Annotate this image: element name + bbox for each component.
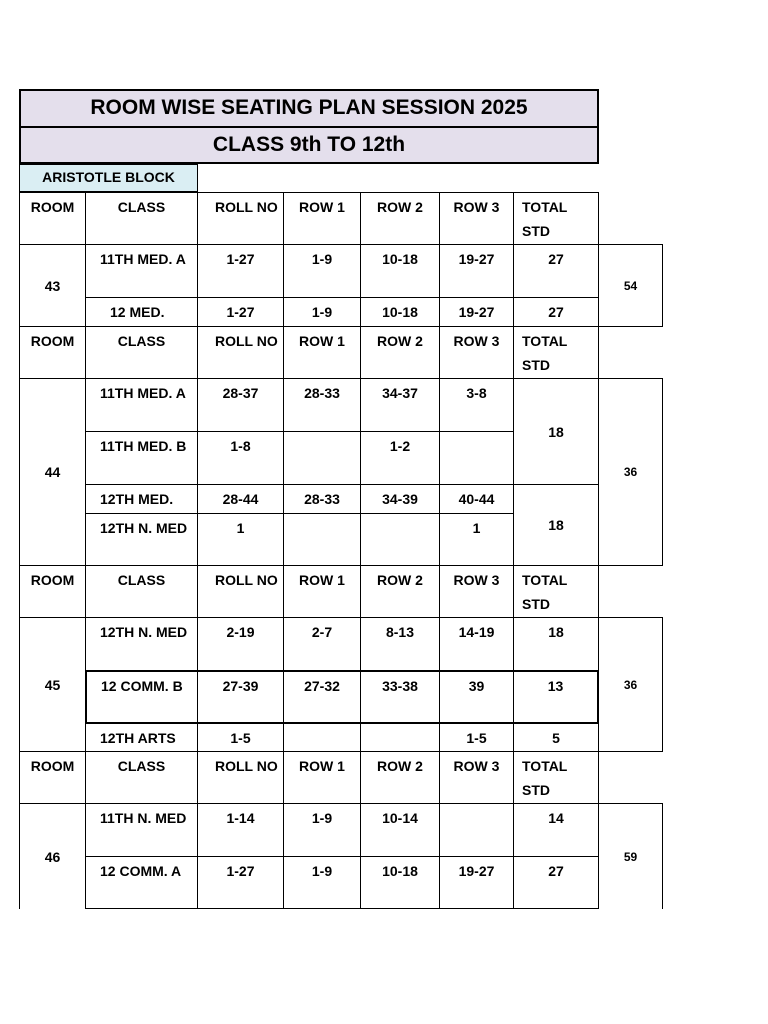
roll-cell: 1-5: [197, 723, 284, 752]
page-title: ROOM WISE SEATING PLAN SESSION 2025: [19, 89, 599, 128]
total-cell: 27: [513, 244, 599, 298]
class-cell: 11TH MED. A: [85, 378, 198, 432]
header-row1: ROW 1: [283, 565, 361, 618]
row1-cell: 1-9: [283, 244, 361, 298]
class-cell: 12 MED.: [85, 297, 198, 327]
block-label: ARISTOTLE BLOCK: [19, 164, 198, 192]
roll-cell: 1-27: [197, 856, 284, 909]
roll-cell: 28-37: [197, 378, 284, 432]
row3-cell: [439, 803, 514, 857]
row3-cell: 19-27: [439, 244, 514, 298]
header-row2: ROW 2: [360, 751, 440, 804]
header-roll-no: ROLL NO: [197, 326, 284, 379]
class-cell: 12 COMM. B: [85, 670, 198, 724]
header-total-std: TOTAL STD: [513, 565, 599, 618]
room-total: 54: [598, 244, 663, 327]
class-cell: 12 COMM. A: [85, 856, 198, 909]
row1-cell: 2-7: [283, 617, 361, 671]
header-row2: ROW 2: [360, 565, 440, 618]
row1-cell: 1-9: [283, 856, 361, 909]
room-total: 36: [598, 617, 663, 752]
room-number: 43: [19, 244, 86, 327]
room-total: 36: [598, 378, 663, 566]
total-cell: 27: [513, 856, 599, 909]
header-roll-no: ROLL NO: [197, 192, 284, 245]
room-number: 45: [19, 617, 86, 752]
header-roll-no: ROLL NO: [197, 751, 284, 804]
row3-cell: 19-27: [439, 297, 514, 327]
total-cell: 14: [513, 803, 599, 857]
header-row2: ROW 2: [360, 192, 440, 245]
row1-cell: 27-32: [283, 670, 361, 724]
total-cell: 13: [513, 670, 599, 724]
row1-cell: [283, 723, 361, 752]
row2-cell: 8-13: [360, 617, 440, 671]
page-subtitle: CLASS 9th TO 12th: [19, 126, 599, 164]
roll-cell: 1-27: [197, 244, 284, 298]
header-total-std: TOTAL STD: [513, 326, 599, 379]
row2-cell: 10-18: [360, 856, 440, 909]
row3-cell: 3-8: [439, 378, 514, 432]
roll-cell: 1: [197, 513, 284, 566]
row2-cell: 34-37: [360, 378, 440, 432]
header-room: ROOM: [19, 192, 86, 245]
row2-cell: 10-18: [360, 297, 440, 327]
header-row1: ROW 1: [283, 326, 361, 379]
roll-cell: 2-19: [197, 617, 284, 671]
class-cell: 11TH MED. A: [85, 244, 198, 298]
row1-cell: 1-9: [283, 803, 361, 857]
roll-cell: 28-44: [197, 484, 284, 514]
row2-cell: 1-2: [360, 431, 440, 485]
row3-cell: 19-27: [439, 856, 514, 909]
room-number: 44: [19, 378, 86, 566]
row2-cell: [360, 723, 440, 752]
total-cell: 18: [513, 378, 599, 485]
header-row3: ROW 3: [439, 192, 514, 245]
header-class: CLASS: [85, 751, 198, 804]
header-class: CLASS: [85, 565, 198, 618]
roll-cell: 1-8: [197, 431, 284, 485]
header-row1: ROW 1: [283, 751, 361, 804]
header-room: ROOM: [19, 565, 86, 618]
roll-cell: 1-14: [197, 803, 284, 857]
header-total-std: TOTAL STD: [513, 192, 599, 245]
row3-cell: [439, 431, 514, 485]
header-row3: ROW 3: [439, 565, 514, 618]
roll-cell: 1-27: [197, 297, 284, 327]
total-cell: 5: [513, 723, 599, 752]
header-room: ROOM: [19, 751, 86, 804]
header-row1: ROW 1: [283, 192, 361, 245]
header-roll-no: ROLL NO: [197, 565, 284, 618]
room-total: 59: [598, 803, 663, 909]
row1-cell: 28-33: [283, 484, 361, 514]
row3-cell: 1-5: [439, 723, 514, 752]
class-cell: 12TH ARTS: [85, 723, 198, 752]
total-cell: 18: [513, 484, 599, 566]
header-row3: ROW 3: [439, 751, 514, 804]
header-total-std: TOTAL STD: [513, 751, 599, 804]
class-cell: 12TH N. MED: [85, 513, 198, 566]
class-cell: 12TH N. MED: [85, 617, 198, 671]
room-number: 46: [19, 803, 86, 909]
row2-cell: 10-18: [360, 244, 440, 298]
header-class: CLASS: [85, 192, 198, 245]
total-cell: 18: [513, 617, 599, 671]
roll-cell: 27-39: [197, 670, 284, 724]
row2-cell: 10-14: [360, 803, 440, 857]
class-cell: 11TH MED. B: [85, 431, 198, 485]
row2-cell: [360, 513, 440, 566]
class-cell: 12TH MED.: [85, 484, 198, 514]
row1-cell: 1-9: [283, 297, 361, 327]
total-cell: 27: [513, 297, 599, 327]
row1-cell: [283, 513, 361, 566]
header-row2: ROW 2: [360, 326, 440, 379]
row3-cell: 40-44: [439, 484, 514, 514]
row1-cell: 28-33: [283, 378, 361, 432]
row1-cell: [283, 431, 361, 485]
class-cell: 11TH N. MED: [85, 803, 198, 857]
row2-cell: 34-39: [360, 484, 440, 514]
row3-cell: 14-19: [439, 617, 514, 671]
row3-cell: 39: [439, 670, 514, 724]
header-room: ROOM: [19, 326, 86, 379]
header-row3: ROW 3: [439, 326, 514, 379]
row2-cell: 33-38: [360, 670, 440, 724]
row3-cell: 1: [439, 513, 514, 566]
header-class: CLASS: [85, 326, 198, 379]
